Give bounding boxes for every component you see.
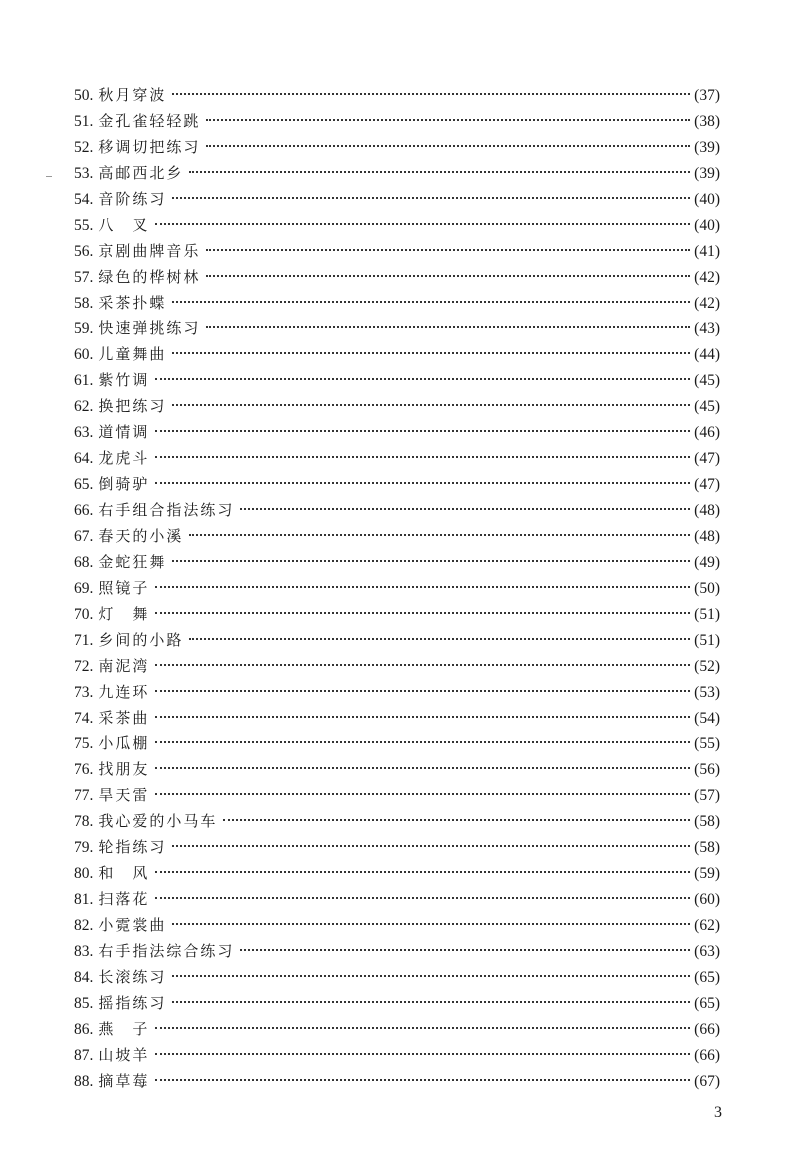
toc-entry-number: 60. xyxy=(74,346,94,364)
toc-entry-title: 紫竹调 xyxy=(98,371,150,390)
dot-leader xyxy=(155,612,690,614)
toc-entry xyxy=(74,550,720,576)
toc-entry-title: 春天的小溪 xyxy=(98,526,184,545)
toc-entry xyxy=(74,135,720,161)
dot-leader xyxy=(172,923,690,925)
toc-entry-page: (52) xyxy=(694,657,720,675)
toc-entry xyxy=(74,1017,720,1043)
toc-entry-number: 53. xyxy=(74,164,94,182)
toc-entry-title: 九连环 xyxy=(98,682,150,701)
toc-entry-page: (43) xyxy=(694,320,720,338)
toc-entry-title: 金蛇狂舞 xyxy=(98,552,167,571)
toc-entry-title: 金孔雀轻轻跳 xyxy=(98,111,201,130)
toc-entry-title: 我心爱的小马车 xyxy=(98,812,218,831)
toc-entry-title: 绿色的桦树林 xyxy=(98,267,201,286)
toc-entry xyxy=(74,368,720,394)
toc-entry-number: 80. xyxy=(74,865,94,883)
toc-entry-number: 52. xyxy=(74,138,94,156)
toc-entry xyxy=(74,239,720,265)
table-of-contents xyxy=(74,83,720,1095)
toc-entry-number: 51. xyxy=(74,112,94,130)
dot-leader xyxy=(172,1001,690,1003)
dot-leader xyxy=(189,534,690,536)
toc-entry-number: 63. xyxy=(74,424,94,442)
toc-entry xyxy=(74,83,720,109)
toc-entry-number: 71. xyxy=(74,631,94,649)
toc-entry-title: 乡间的小路 xyxy=(98,630,184,649)
toc-entry xyxy=(74,472,720,498)
toc-entry-title: 和 风 xyxy=(98,864,150,883)
toc-entry xyxy=(74,498,720,524)
dot-leader xyxy=(172,301,690,303)
dot-leader xyxy=(172,197,690,199)
toc-entry-number: 76. xyxy=(74,761,94,779)
dot-leader xyxy=(172,560,690,562)
toc-entry xyxy=(74,602,720,628)
dot-leader xyxy=(155,664,690,666)
dot-leader xyxy=(172,352,690,354)
toc-entry-title: 灯 舞 xyxy=(98,604,150,623)
toc-entry xyxy=(74,446,720,472)
toc-entry-page: (48) xyxy=(694,527,720,545)
dot-leader xyxy=(206,326,690,328)
toc-entry-title: 采茶扑蝶 xyxy=(98,293,167,312)
toc-entry xyxy=(74,731,720,757)
margin-mark xyxy=(46,176,52,177)
toc-entry-number: 59. xyxy=(74,320,94,338)
toc-entry-page: (42) xyxy=(694,268,720,286)
toc-entry-title: 高邮西北乡 xyxy=(98,163,184,182)
toc-entry-title: 找朋友 xyxy=(98,760,150,779)
toc-entry-title: 道情调 xyxy=(98,423,150,442)
toc-entry-number: 78. xyxy=(74,813,94,831)
toc-entry-page: (55) xyxy=(694,735,720,753)
toc-entry xyxy=(74,628,720,654)
toc-entry-page: (67) xyxy=(694,1072,720,1090)
toc-entry-title: 摇指练习 xyxy=(98,993,167,1012)
toc-entry-title: 采茶曲 xyxy=(98,708,150,727)
toc-entry-page: (66) xyxy=(694,1046,720,1064)
dot-leader xyxy=(155,897,690,899)
toc-entry-page: (40) xyxy=(694,216,720,234)
toc-entry-title: 右手指法综合练习 xyxy=(98,941,235,960)
dot-leader xyxy=(223,819,690,821)
toc-entry-title: 轮指练习 xyxy=(98,838,167,857)
toc-entry xyxy=(74,680,720,706)
toc-entry-number: 67. xyxy=(74,527,94,545)
toc-entry xyxy=(74,316,720,342)
toc-entry-page: (53) xyxy=(694,683,720,701)
toc-entry-number: 73. xyxy=(74,683,94,701)
toc-entry-title: 燕 子 xyxy=(98,1019,150,1038)
toc-entry-page: (65) xyxy=(694,994,720,1012)
toc-entry xyxy=(74,1043,720,1069)
toc-entry-page: (41) xyxy=(694,242,720,260)
toc-entry xyxy=(74,887,720,913)
toc-entry-title: 倒骑驴 xyxy=(98,475,150,494)
toc-entry-title: 扫落花 xyxy=(98,890,150,909)
toc-entry xyxy=(74,576,720,602)
dot-leader xyxy=(172,845,690,847)
toc-entry-page: (45) xyxy=(694,372,720,390)
toc-entry xyxy=(74,809,720,835)
toc-entry-number: 83. xyxy=(74,942,94,960)
toc-entry-page: (42) xyxy=(694,294,720,312)
toc-entry-title: 音阶练习 xyxy=(98,189,167,208)
toc-entry-page: (48) xyxy=(694,502,720,519)
toc-entry-page: (56) xyxy=(694,761,720,779)
toc-entry-title: 长滚练习 xyxy=(98,967,167,986)
toc-entry-title: 快速弹挑练习 xyxy=(98,319,201,338)
toc-entry xyxy=(74,965,720,991)
toc-entry xyxy=(74,835,720,861)
toc-entry-number: 77. xyxy=(74,787,94,805)
dot-leader xyxy=(155,793,690,795)
toc-entry-number: 65. xyxy=(74,476,94,494)
dot-leader xyxy=(155,456,690,458)
toc-entry-page: (54) xyxy=(694,709,720,727)
dot-leader xyxy=(240,508,690,510)
toc-entry-page: (57) xyxy=(694,787,720,805)
toc-entry-number: 88. xyxy=(74,1072,94,1090)
toc-entry-title: 小瓜棚 xyxy=(98,734,150,753)
dot-leader xyxy=(206,249,690,251)
toc-entry-title: 右手组合指法练习 xyxy=(98,501,235,519)
dot-leader xyxy=(155,430,690,432)
toc-entry-page: (65) xyxy=(694,968,720,986)
dot-leader xyxy=(155,1053,690,1055)
dot-leader xyxy=(172,404,690,406)
toc-entry-title: 八 叉 xyxy=(98,215,150,234)
toc-entry-number: 68. xyxy=(74,553,94,571)
toc-entry-page: (39) xyxy=(694,138,720,156)
toc-entry-number: 86. xyxy=(74,1020,94,1038)
toc-entry-page: (46) xyxy=(694,424,720,442)
dot-leader xyxy=(155,378,690,380)
toc-entry-title: 换把练习 xyxy=(98,397,167,416)
toc-entry-number: 82. xyxy=(74,917,94,934)
toc-entry-number: 54. xyxy=(74,190,94,208)
dot-leader xyxy=(172,975,690,977)
toc-entry xyxy=(74,291,720,317)
toc-entry xyxy=(74,213,720,239)
toc-entry xyxy=(74,1069,720,1095)
toc-entry-number: 61. xyxy=(74,372,94,390)
toc-entry-page: (66) xyxy=(694,1020,720,1038)
toc-entry-page: (47) xyxy=(694,450,720,468)
toc-entry-page: (58) xyxy=(694,813,720,831)
toc-entry-number: 85. xyxy=(74,994,94,1012)
toc-entry-page: (51) xyxy=(694,631,720,649)
toc-entry-page: (39) xyxy=(694,164,720,182)
dot-leader xyxy=(189,638,690,640)
toc-entry-page: (38) xyxy=(694,112,720,130)
dot-leader xyxy=(155,482,690,484)
dot-leader xyxy=(155,871,690,873)
toc-entry xyxy=(74,161,720,187)
dot-leader xyxy=(155,1027,690,1029)
dot-leader xyxy=(240,949,690,951)
dot-leader xyxy=(155,690,690,692)
toc-entry-title: 摘草莓 xyxy=(98,1071,150,1090)
toc-entry xyxy=(74,524,720,550)
toc-entry xyxy=(74,757,720,783)
toc-entry-number: 57. xyxy=(74,268,94,286)
toc-entry-number: 56. xyxy=(74,242,94,260)
toc-entry xyxy=(74,342,720,368)
toc-entry-number: 50. xyxy=(74,87,94,104)
toc-entry-page: (59) xyxy=(694,865,720,883)
toc-entry-page: (49) xyxy=(694,553,720,571)
toc-entry-title: 儿童舞曲 xyxy=(98,345,167,364)
dot-leader xyxy=(206,145,690,147)
toc-entry-number: 75. xyxy=(74,735,94,753)
toc-entry-number: 69. xyxy=(74,579,94,597)
toc-entry-page: (58) xyxy=(694,839,720,857)
toc-entry-page: (45) xyxy=(694,398,720,416)
dot-leader xyxy=(172,93,690,95)
toc-entry-title: 南泥湾 xyxy=(98,656,150,675)
dot-leader xyxy=(155,586,690,588)
toc-entry-number: 62. xyxy=(74,398,94,416)
toc-entry xyxy=(74,939,720,965)
dot-leader xyxy=(206,119,690,121)
toc-entry xyxy=(74,394,720,420)
toc-entry xyxy=(74,783,720,809)
toc-entry-number: 70. xyxy=(74,605,94,623)
toc-entry-title: 龙虎斗 xyxy=(98,449,150,468)
dot-leader xyxy=(206,275,690,277)
toc-entry-page: (37) xyxy=(694,87,720,104)
toc-entry-number: 87. xyxy=(74,1046,94,1064)
toc-entry-number: 84. xyxy=(74,968,94,986)
dot-leader xyxy=(189,171,690,173)
toc-entry-page: (44) xyxy=(694,346,720,364)
toc-entry-title: 小霓裳曲 xyxy=(98,916,167,934)
toc-entry-number: 81. xyxy=(74,891,94,909)
toc-entry-title: 移调切把练习 xyxy=(98,137,201,156)
toc-entry-number: 64. xyxy=(74,450,94,468)
toc-entry-title: 京剧曲牌音乐 xyxy=(98,241,201,260)
toc-entry xyxy=(74,861,720,887)
toc-entry-page: (47) xyxy=(694,476,720,494)
toc-entry-title: 照镜子 xyxy=(98,578,150,597)
toc-entry xyxy=(74,187,720,213)
toc-entry-page: (60) xyxy=(694,891,720,909)
dot-leader xyxy=(155,716,690,718)
dot-leader xyxy=(155,741,690,743)
dot-leader xyxy=(155,223,690,225)
toc-entry-page: (51) xyxy=(694,605,720,623)
toc-entry-page: (62) xyxy=(694,917,720,934)
toc-entry-number: 72. xyxy=(74,657,94,675)
toc-entry xyxy=(74,265,720,291)
toc-entry xyxy=(74,913,720,939)
toc-entry-page: (63) xyxy=(694,942,720,960)
toc-entry-page: (50) xyxy=(694,579,720,597)
dot-leader xyxy=(155,1079,690,1081)
toc-entry-number: 79. xyxy=(74,839,94,857)
toc-entry-title: 旱天雷 xyxy=(98,786,150,805)
toc-entry-number: 55. xyxy=(74,216,94,234)
toc-entry-number: 74. xyxy=(74,709,94,727)
toc-entry xyxy=(74,654,720,680)
toc-entry-title: 山坡羊 xyxy=(98,1045,150,1064)
toc-entry xyxy=(74,109,720,135)
toc-entry xyxy=(74,420,720,446)
toc-entry-number: 66. xyxy=(74,502,94,519)
toc-entry xyxy=(74,706,720,732)
toc-entry xyxy=(74,991,720,1017)
page-number: 3 xyxy=(714,1104,722,1121)
toc-entry-number: 58. xyxy=(74,294,94,312)
toc-entry-title: 秋月穿波 xyxy=(98,86,167,104)
dot-leader xyxy=(155,767,690,769)
toc-entry-page: (40) xyxy=(694,190,720,208)
